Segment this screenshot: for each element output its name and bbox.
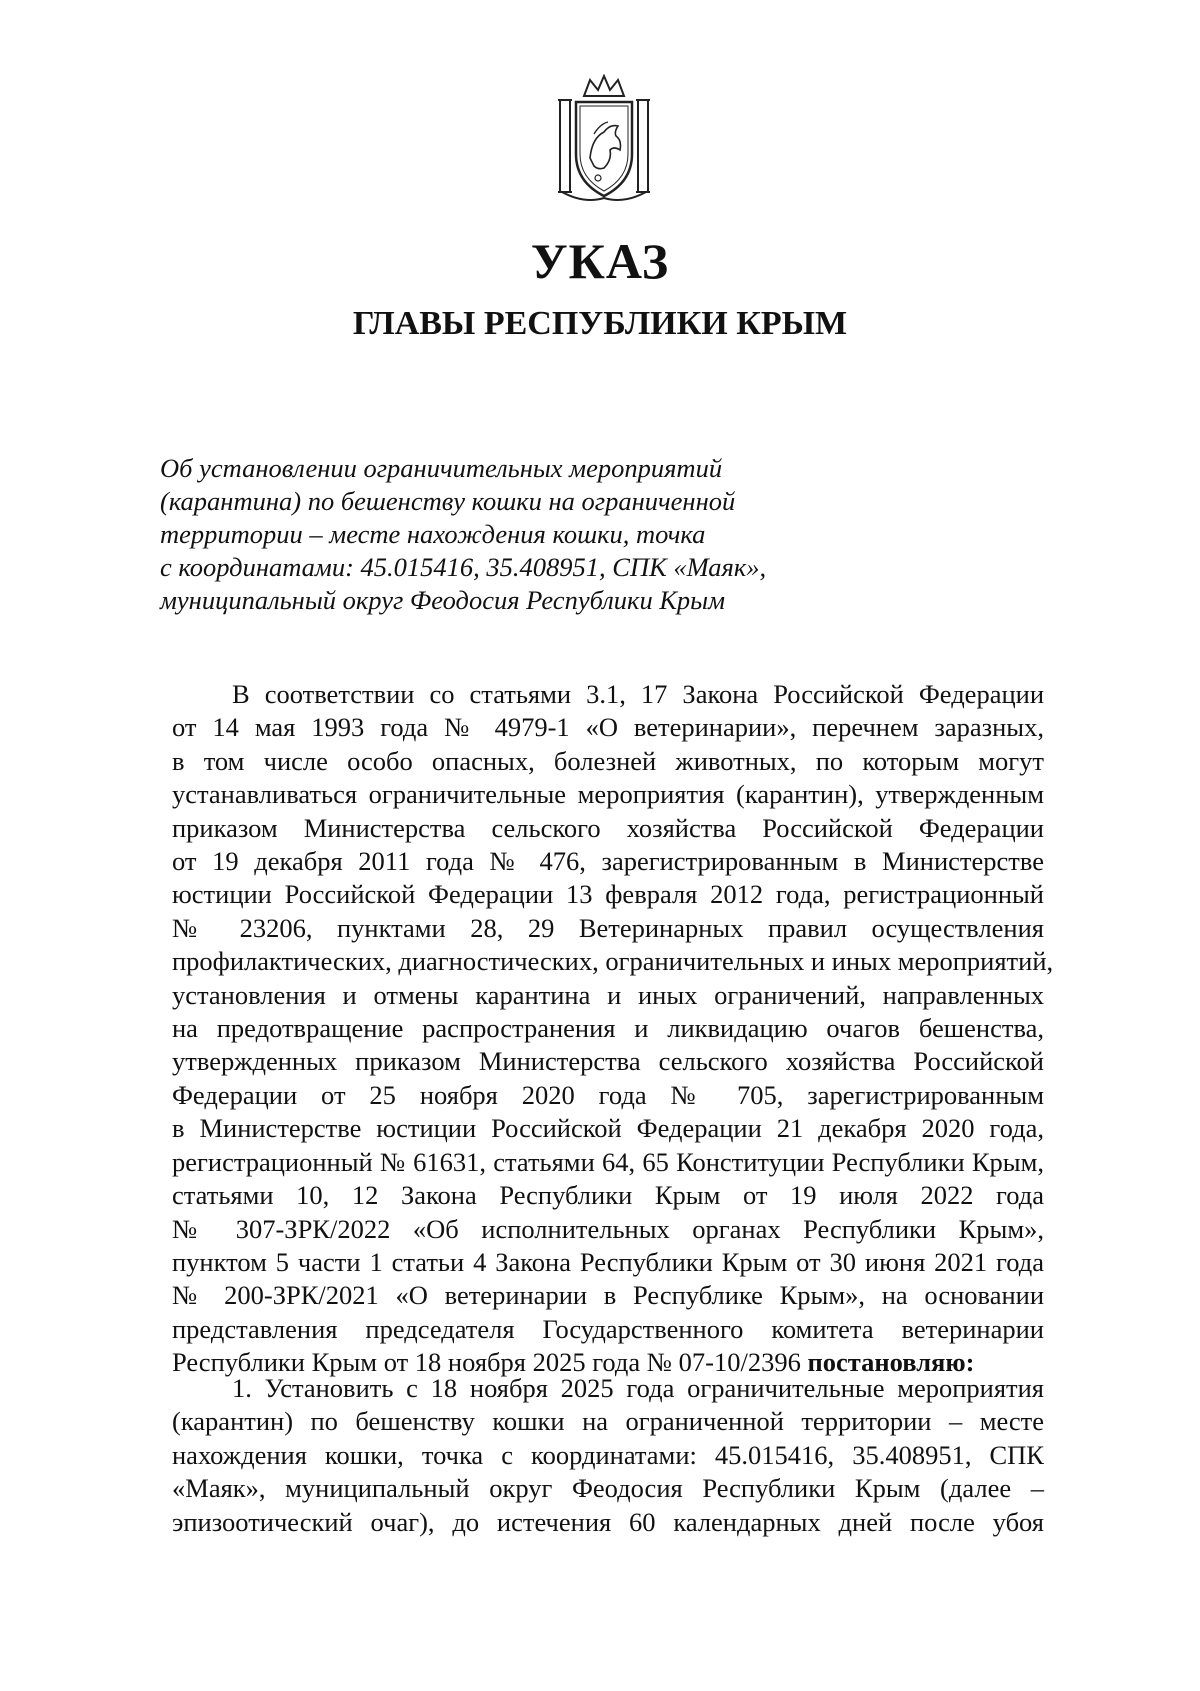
preamble-line: приказом Министерства сельского хозяйства Российской Федерации <box>172 812 1044 843</box>
item-1-line: «Маяк», муниципальный округ Феодосия Республики Крым (далее – <box>172 1473 1044 1504</box>
preamble-line: профилактических, диагностических, ограничительных и иных мероприятий, <box>172 946 1054 977</box>
preamble-line: № 23206, пунктами 28, 29 Ветеринарных правил осуществления <box>172 912 1044 943</box>
document-subject <box>160 452 860 617</box>
preamble-line: юстиции Российской Федерации 13 февраля 2012 года, регистрационный <box>172 879 1044 910</box>
preamble-line: статьями 10, 12 Закона Республики Крым от 19 июля 2022 года <box>172 1180 1044 1211</box>
preamble-line: в Министерстве юстиции Российской Федерации 21 декабря 2020 года, <box>172 1113 1044 1144</box>
document-subtitle: ГЛАВЫ РЕСПУБЛИКИ КРЫМ <box>352 305 848 342</box>
preamble-line: от 19 декабря 2011 года № 476, зарегистрированным в Министерстве <box>172 846 1044 877</box>
crimea-coat-of-arms-emblem <box>554 74 654 206</box>
preamble-last-text: Республики Крым от 18 ноября 2025 года № 07-10/2396 <box>172 1347 801 1378</box>
preamble-line: регистрационный № 61631, статьями 64, 65 Конституции Республики Крым, <box>172 1146 1044 1177</box>
preamble-paragraph <box>172 678 1054 1380</box>
preamble-line: В соответствии со статьями 3.1, 17 Закона Российской Федерации <box>232 679 1044 709</box>
decree-word: постановляю: <box>807 1347 975 1378</box>
preamble-line: утвержденных приказом Министерства сельского хозяйства Российской <box>172 1046 1044 1077</box>
preamble-line: устанавливаться ограничительные мероприятия (карантин), утвержденным <box>172 779 1044 810</box>
preamble-line: от 14 мая 1993 года № 4979-1 «О ветеринарии», перечнем заразных, <box>172 712 1044 743</box>
item-1-line: нахождения кошки, точка с координатами: 45.015416, 35.408951, СПК <box>172 1439 1044 1470</box>
item-1-line: (карантин) по бешенству кошки на ограниченной территории – месте <box>172 1406 1044 1437</box>
preamble-line: пунктом 5 части 1 статьи 4 Закона Республики Крым от 30 июня 2021 года <box>172 1246 1044 1277</box>
subject-line: территории – месте нахождения кошки, точка <box>160 519 706 549</box>
preamble-line: Федерации от 25 ноября 2020 года № 705, зарегистрированным <box>172 1079 1044 1110</box>
subject-line: муниципальный округ Феодосия Республики Крым <box>160 585 726 615</box>
preamble-line: представления председателя Государственного комитета ветеринарии <box>172 1313 1044 1344</box>
item-1-line: 1. Установить с 18 ноября 2025 года ограничительные мероприятия <box>232 1373 1044 1403</box>
preamble-line: установления и отмены карантина и иных ограничений, направленных <box>172 979 1044 1010</box>
subject-line: Об установлении ограничительных мероприятий <box>160 453 723 483</box>
subject-line: (карантина) по бешенству кошки на ограниченной <box>160 486 736 516</box>
item-1-paragraph <box>172 1372 1044 1539</box>
preamble-line: на предотвращение распространения и ликвидацию очагов бешенства, <box>172 1013 1044 1044</box>
preamble-line: в том числе особо опасных, болезней животных, по которым могут <box>172 745 1044 776</box>
document-title: УКАЗ <box>530 233 670 289</box>
preamble-line: № 307-ЗРК/2022 «Об исполнительных органах Республики Крым», <box>172 1213 1044 1244</box>
preamble-line: № 200-ЗРК/2021 «О ветеринарии в Республике Крым», на основании <box>172 1280 1044 1311</box>
subject-line: с координатами: 45.015416, 35.408951, СПК «Маяк», <box>160 552 767 582</box>
item-1-line: эпизоотический очаг), до истечения 60 календарных дней после убоя <box>172 1506 1044 1537</box>
